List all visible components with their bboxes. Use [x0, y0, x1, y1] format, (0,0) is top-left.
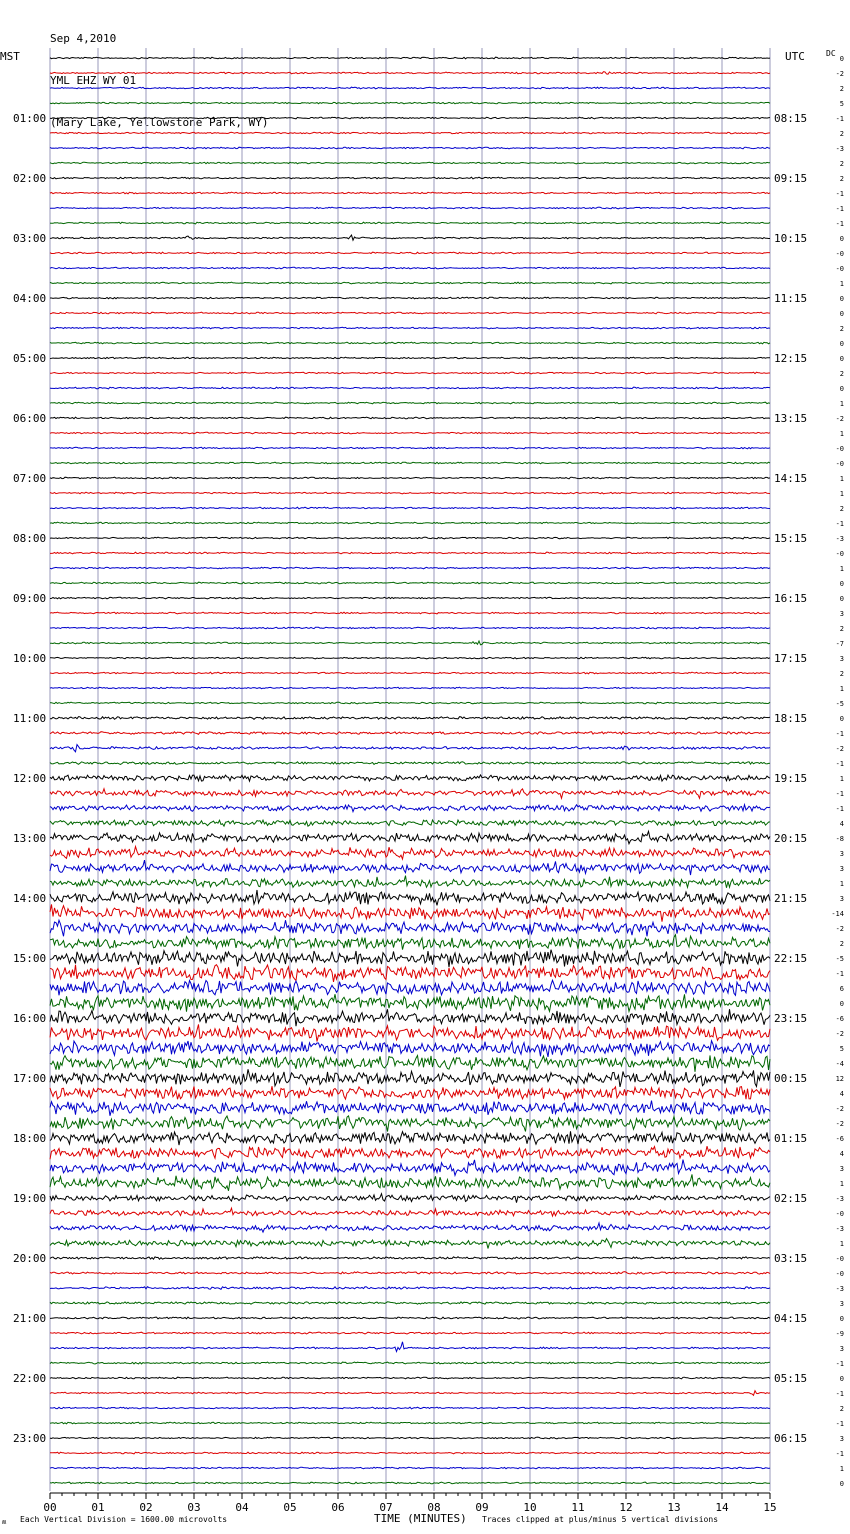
left-hour-label: 03:00 [13, 232, 47, 245]
left-hour-label: 13:00 [13, 832, 47, 845]
dc-offset-label: 3 [839, 655, 844, 663]
dc-offset-label: 1 [839, 880, 844, 888]
dc-offset-label: 2 [839, 670, 844, 678]
seismic-trace [50, 687, 770, 689]
right-hour-label: 02:15 [774, 1192, 808, 1205]
dc-offset-label: -6 [835, 1135, 844, 1143]
seismic-trace [50, 920, 770, 936]
seismic-trace [50, 890, 770, 905]
seismic-trace [50, 820, 770, 826]
seismic-trace [50, 1194, 770, 1203]
x-tick-label: 03 [187, 1501, 201, 1514]
left-hour-label: 02:00 [13, 172, 47, 185]
seismic-trace [50, 1174, 770, 1190]
seismic-trace [50, 1146, 770, 1159]
seismic-trace [50, 87, 770, 89]
seismic-trace [50, 965, 770, 982]
dc-offset-label: -1 [835, 1450, 844, 1458]
dc-offset-label: 2 [839, 370, 844, 378]
x-tick-label: 10 [523, 1501, 537, 1514]
left-hour-label: 12:00 [13, 772, 47, 785]
seismic-trace [50, 1467, 770, 1469]
seismic-trace [50, 207, 770, 209]
seismic-trace [50, 162, 770, 164]
left-hour-label: 23:00 [13, 1432, 47, 1445]
dc-offset-label: 0 [839, 295, 844, 303]
seismic-trace [50, 357, 770, 359]
dc-offset-label: -0 [835, 265, 844, 273]
right-hour-label: 10:15 [774, 232, 808, 245]
left-hour-label: 09:00 [13, 592, 47, 605]
dc-offset-label: 2 [839, 325, 844, 333]
seismic-trace [50, 387, 770, 389]
dc-offset-label: -0 [835, 445, 844, 453]
seismic-trace [50, 117, 770, 119]
seismic-trace [50, 789, 770, 799]
dc-offset-label: -1 [835, 190, 844, 198]
dc-offset-label: 1 [839, 490, 844, 498]
seismic-trace [50, 282, 770, 284]
right-hour-label: 23:15 [774, 1012, 808, 1025]
seismic-trace [50, 1452, 770, 1454]
seismic-trace [50, 641, 770, 645]
dc-offset-label: 2 [839, 175, 844, 183]
seismic-trace [50, 1116, 770, 1132]
dc-offset-label: -6 [835, 1015, 844, 1023]
dc-offset-label: -1 [835, 730, 844, 738]
seismic-trace [50, 732, 770, 735]
dc-offset-label: 2 [839, 1405, 844, 1413]
scale-note: Each Vertical Division = 1600.00 microvolts [20, 1515, 228, 1524]
seismic-trace [50, 904, 770, 921]
seismic-trace [50, 372, 770, 374]
seismic-trace [50, 537, 770, 539]
dc-offset-label: -0 [835, 1210, 844, 1218]
dc-offset-label: -1 [835, 805, 844, 813]
left-hour-label: 21:00 [13, 1312, 47, 1325]
seismic-trace [50, 672, 770, 674]
dc-offset-label: 2 [839, 85, 844, 93]
dc-offset-label: -7 [835, 640, 844, 648]
seismic-trace [50, 657, 770, 659]
dc-offset-label: 1 [839, 685, 844, 693]
dc-offset-label: -2 [835, 70, 844, 78]
dc-offset-label: 3 [839, 1345, 844, 1353]
dc-offset-label: -14 [831, 910, 844, 918]
left-hour-label: 18:00 [13, 1132, 47, 1145]
seismic-trace [50, 876, 770, 888]
x-tick-label: 14 [715, 1501, 729, 1514]
left-hour-label: 17:00 [13, 1072, 47, 1085]
x-tick-label: 07 [379, 1501, 393, 1514]
dc-offset-label: 2 [839, 940, 844, 948]
seismic-trace [50, 1407, 770, 1409]
seismic-trace [50, 980, 770, 995]
dc-offset-label: -1 [835, 760, 844, 768]
dc-offset-label: 5 [839, 1045, 844, 1053]
right-hour-label: 03:15 [774, 1252, 808, 1265]
dc-offset-label: 6 [839, 985, 844, 993]
dc-offset-label: -1 [835, 115, 844, 123]
seismic-trace [50, 477, 770, 479]
dc-offset-label: 4 [839, 1090, 844, 1098]
seismic-trace [50, 627, 770, 629]
dc-offset-label: 4 [839, 1150, 844, 1158]
dc-offset-label: 3 [839, 1300, 844, 1308]
seismic-trace [50, 582, 770, 584]
dc-offset-label: 1 [839, 280, 844, 288]
dc-offset-label: 0 [839, 55, 844, 63]
seismic-trace [50, 1362, 770, 1364]
x-axis-title: TIME (MINUTES) [374, 1512, 467, 1525]
seismic-trace [50, 805, 770, 812]
seismic-trace [50, 762, 770, 765]
seismic-trace [50, 432, 770, 434]
right-hour-label: 19:15 [774, 772, 808, 785]
dc-offset-label: -1 [835, 520, 844, 528]
dc-offset-label: 5 [839, 100, 844, 108]
dc-offset-label: -0 [835, 550, 844, 558]
seismic-trace [50, 847, 770, 860]
seismic-trace [50, 192, 770, 194]
dc-offset-label: 3 [839, 610, 844, 618]
dc-offset-label: 2 [839, 160, 844, 168]
dc-offset-label: -2 [835, 1120, 844, 1128]
dc-offset-label: -1 [835, 1360, 844, 1368]
seismic-trace [50, 522, 770, 524]
x-tick-label: 04 [235, 1501, 249, 1514]
right-hour-label: 09:15 [774, 172, 808, 185]
minute-grid [50, 48, 770, 1491]
left-hour-label: 15:00 [13, 952, 47, 965]
bottom-left-mark: ʍ [2, 1518, 7, 1526]
x-tick-label: 08 [427, 1501, 441, 1514]
left-zone-label: MST [0, 50, 20, 63]
dc-offset-label: 2 [839, 625, 844, 633]
seismic-trace [50, 507, 770, 509]
dc-offset-label: 3 [839, 1165, 844, 1173]
dc-offset-labels [831, 55, 844, 1488]
left-hour-label: 06:00 [13, 412, 47, 425]
left-hour-label: 14:00 [13, 892, 47, 905]
dc-offset-label: -0 [835, 1255, 844, 1263]
seismic-trace [50, 327, 770, 329]
dc-offset-label: 0 [839, 310, 844, 318]
seismic-trace [50, 177, 770, 179]
x-tick-label: 12 [619, 1501, 633, 1514]
dc-offset-label: 4 [839, 820, 844, 828]
seismic-trace [50, 1332, 770, 1334]
right-hour-label: 20:15 [774, 832, 808, 845]
left-hour-label: 05:00 [13, 352, 47, 365]
dc-offset-label: -9 [835, 1330, 844, 1338]
dc-offset-label: -2 [835, 925, 844, 933]
dc-offset-label: -2 [835, 1030, 844, 1038]
seismic-trace [50, 950, 770, 967]
seismic-trace [50, 1391, 770, 1396]
seismic-trace [50, 222, 770, 224]
dc-offset-label: -3 [835, 145, 844, 153]
seismic-trace [50, 1101, 770, 1116]
seismic-trace [50, 994, 770, 1012]
dc-offset-label: 0 [839, 340, 844, 348]
right-hour-label: 08:15 [774, 112, 808, 125]
seismic-trace [50, 252, 770, 254]
dc-offset-label: -0 [835, 460, 844, 468]
seismic-trace [50, 1302, 770, 1304]
dc-offset-label: 3 [839, 1435, 844, 1443]
dc-header-label: DC [826, 49, 836, 58]
dc-offset-label: -1 [835, 220, 844, 228]
clip-note: Traces clipped at plus/minus 5 vertical divisions [482, 1515, 719, 1524]
seismic-trace [50, 72, 770, 75]
dc-offset-label: 0 [839, 715, 844, 723]
seismic-trace [50, 235, 770, 240]
seismic-trace [50, 1377, 770, 1379]
dc-offset-label: 1 [839, 565, 844, 573]
seismic-trace [50, 1422, 770, 1424]
dc-offset-label: 1 [839, 775, 844, 783]
dc-offset-label: 2 [839, 505, 844, 513]
right-hour-label: 22:15 [774, 952, 808, 965]
left-hour-labels [13, 112, 46, 1445]
dc-offset-label: 1 [839, 400, 844, 408]
dc-offset-label: -0 [835, 1270, 844, 1278]
seismic-trace [50, 447, 770, 449]
seismic-trace [50, 462, 770, 464]
dc-offset-label: 2 [839, 130, 844, 138]
dc-offset-label: -3 [835, 1225, 844, 1233]
dc-offset-label: -8 [835, 835, 844, 843]
seismic-trace [50, 1086, 770, 1099]
seismic-trace [50, 1009, 770, 1026]
x-tick-label: 13 [667, 1501, 681, 1514]
dc-offset-label: -5 [835, 700, 844, 708]
header-station: YML EHZ WY 01 [50, 74, 137, 87]
dc-offset-label: 1 [839, 1180, 844, 1188]
right-hour-label: 00:15 [774, 1072, 808, 1085]
left-hour-label: 01:00 [13, 112, 47, 125]
seismic-trace [50, 552, 770, 554]
left-hour-label: 04:00 [13, 292, 47, 305]
right-hour-label: 21:15 [774, 892, 808, 905]
dc-offset-label: 0 [839, 235, 844, 243]
seismic-trace [50, 1272, 770, 1274]
dc-offset-label: 12 [835, 1075, 844, 1083]
seismic-trace [50, 935, 770, 950]
right-hour-label: 13:15 [774, 412, 808, 425]
x-tick-label: 05 [283, 1501, 297, 1514]
seismic-trace [50, 1024, 770, 1041]
seismic-trace [50, 1287, 770, 1290]
seismic-trace [50, 267, 770, 269]
seismic-trace [50, 1131, 770, 1145]
seismic-trace [50, 1437, 770, 1439]
left-hour-label: 20:00 [13, 1252, 47, 1265]
dc-offset-label: -2 [835, 745, 844, 753]
right-hour-label: 01:15 [774, 1132, 808, 1145]
dc-offset-label: 0 [839, 1375, 844, 1383]
seismic-trace [50, 1239, 770, 1249]
dc-offset-label: 0 [839, 385, 844, 393]
x-tick-label: 11 [571, 1501, 585, 1514]
dc-offset-label: -1 [835, 1390, 844, 1398]
x-tick-label: 06 [331, 1501, 345, 1514]
dc-offset-label: -4 [835, 1060, 844, 1068]
dc-offset-label: -3 [835, 535, 844, 543]
seismic-trace [50, 1041, 770, 1057]
x-tick-label: 00 [43, 1501, 57, 1514]
seismic-trace [50, 1208, 770, 1216]
dc-offset-label: 0 [839, 1000, 844, 1008]
seismic-trace [50, 1482, 770, 1484]
header-date: Sep 4,2010 [50, 32, 117, 45]
right-hour-label: 17:15 [774, 652, 808, 665]
dc-offset-label: -2 [835, 415, 844, 423]
seismic-trace [50, 775, 770, 781]
dc-offset-label: 1 [839, 1465, 844, 1473]
dc-offset-label: -1 [835, 1420, 844, 1428]
dc-offset-label: -2 [835, 1105, 844, 1113]
seismic-trace [50, 147, 770, 149]
right-hour-label: 04:15 [774, 1312, 808, 1325]
seismic-trace [50, 1317, 770, 1319]
right-hour-labels [774, 112, 807, 1445]
dc-offset-label: 1 [839, 1240, 844, 1248]
dc-offset-label: -1 [835, 970, 844, 978]
seismic-trace [50, 1055, 770, 1071]
seismic-trace [50, 612, 770, 614]
dc-offset-label: 0 [839, 580, 844, 588]
left-hour-label: 11:00 [13, 712, 47, 725]
x-tick-label: 01 [91, 1501, 105, 1514]
seismic-trace [50, 1069, 770, 1087]
seismic-trace [50, 567, 770, 569]
seismic-trace [50, 1257, 770, 1260]
seismic-trace [50, 102, 770, 104]
dc-offset-label: 0 [839, 355, 844, 363]
seismic-trace [50, 132, 770, 134]
seismic-trace [50, 312, 770, 314]
seismic-trace [50, 1342, 770, 1352]
left-hour-label: 16:00 [13, 1012, 47, 1025]
right-hour-label: 06:15 [774, 1432, 808, 1445]
seismic-trace [50, 745, 770, 752]
dc-offset-label: -3 [835, 1285, 844, 1293]
seismic-trace [50, 1223, 770, 1232]
seismic-trace [50, 417, 770, 419]
dc-offset-label: -1 [835, 790, 844, 798]
dc-offset-label: 1 [839, 430, 844, 438]
seismic-trace [50, 1160, 770, 1176]
x-tick-label: 09 [475, 1501, 489, 1514]
left-hour-label: 10:00 [13, 652, 47, 665]
x-axis [43, 1493, 776, 1514]
right-hour-label: 11:15 [774, 292, 808, 305]
right-hour-label: 18:15 [774, 712, 808, 725]
dc-offset-label: -0 [835, 250, 844, 258]
dc-offset-label: 0 [839, 1315, 844, 1323]
trace-group [50, 57, 770, 1484]
left-hour-label: 08:00 [13, 532, 47, 545]
dc-offset-label: 0 [839, 1480, 844, 1488]
right-hour-label: 14:15 [774, 472, 808, 485]
x-tick-label: 02 [139, 1501, 153, 1514]
seismic-trace [50, 597, 770, 599]
left-hour-label: 19:00 [13, 1192, 47, 1205]
seismic-trace [50, 297, 770, 299]
left-hour-label: 07:00 [13, 472, 47, 485]
dc-offset-label: -3 [835, 1195, 844, 1203]
right-hour-label: 16:15 [774, 592, 808, 605]
seismic-trace [50, 57, 770, 59]
seismic-trace [50, 492, 770, 494]
dc-offset-label: 0 [839, 595, 844, 603]
dc-offset-label: -1 [835, 205, 844, 213]
seismic-trace [50, 702, 770, 704]
seismic-trace [50, 717, 770, 720]
right-hour-label: 12:15 [774, 352, 808, 365]
seismic-trace [50, 831, 770, 843]
dc-offset-label: 3 [839, 850, 844, 858]
right-zone-label: UTC [785, 50, 805, 63]
right-hour-label: 05:15 [774, 1372, 808, 1385]
dc-offset-label: 3 [839, 895, 844, 903]
dc-offset-label: 3 [839, 865, 844, 873]
header-location: (Mary Lake, Yellowstone Park, WY) [50, 116, 269, 129]
seismic-trace [50, 860, 770, 875]
x-tick-label: 15 [763, 1501, 777, 1514]
dc-offset-label: -5 [835, 955, 844, 963]
seismic-trace [50, 402, 770, 404]
right-hour-label: 15:15 [774, 532, 808, 545]
seismic-trace [50, 342, 770, 344]
left-hour-label: 22:00 [13, 1372, 47, 1385]
dc-offset-label: 1 [839, 475, 844, 483]
